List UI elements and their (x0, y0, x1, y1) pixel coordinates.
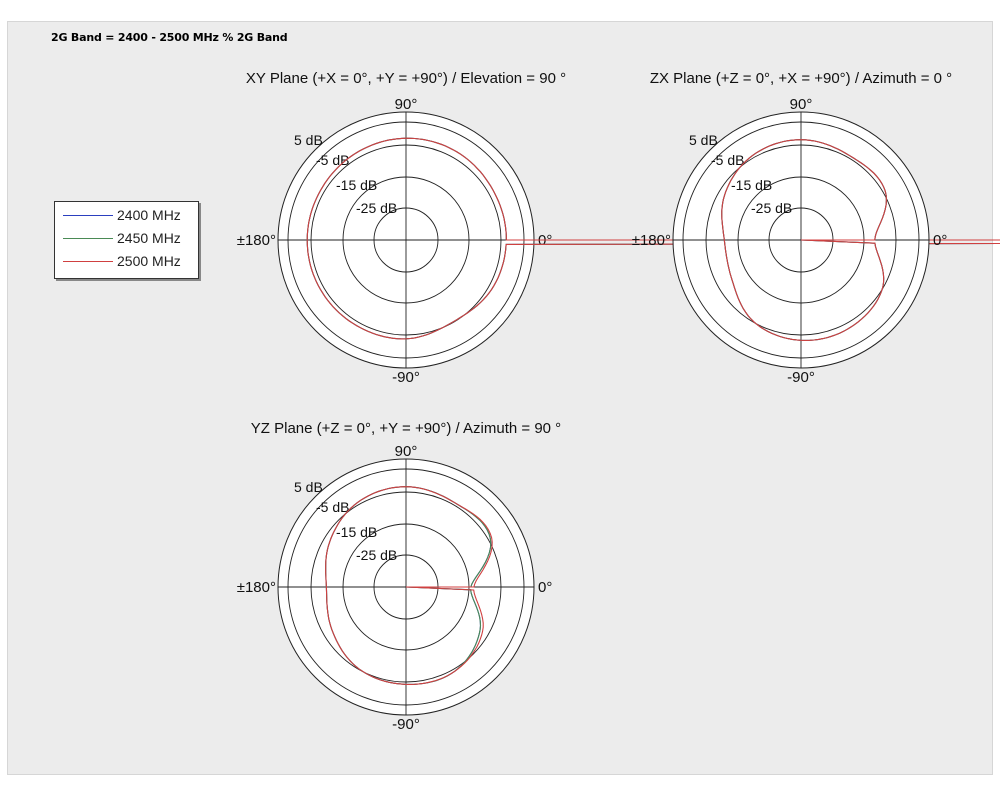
plot3-title: YZ Plane (+Z = 0°, +Y = +90°) / Azimuth = 90 ° (250, 420, 562, 437)
plot1-title: XY Plane (+X = 0°, +Y = +90°) / Elevation = 90 ° (245, 70, 567, 87)
plot1-angle-label-top: 90° (394, 96, 418, 113)
plot1-radial-label-1: 5 dB (294, 132, 323, 148)
plot3-radial-label-3: -15 dB (336, 524, 378, 540)
legend-label-2400: 2400 MHz (117, 207, 181, 223)
plot1-angle-label-bottom: -90° (392, 369, 420, 386)
plot3-radial-label-4: -25 dB (356, 547, 398, 563)
plot2-radial-label-1: 5 dB (689, 132, 718, 148)
figure-title: 2G Band = 2400 - 2500 MHz % 2G Band (51, 31, 288, 44)
plot2-angle-label-right: 0° (933, 232, 948, 249)
plot3-radial-label-1: 5 dB (294, 479, 323, 495)
legend-label-2500: 2500 MHz (117, 253, 181, 269)
plot1-radial-label-3: -15 dB (336, 177, 378, 193)
plot1-radial-label-2: -5 dB (316, 152, 350, 168)
plot3-angle-label-top: 90° (394, 443, 418, 460)
plot3-angle-label-bottom: -90° (392, 716, 420, 733)
plot2-angle-label-bottom: -90° (787, 369, 815, 386)
plot3-angle-label-left: ±180° (236, 579, 276, 596)
plot2-title: ZX Plane (+Z = 0°, +X = +90°) / Azimuth = 0 ° (649, 70, 953, 87)
plot2-radial-label-2: -5 dB (711, 152, 745, 168)
plot2-radial-label-3: -15 dB (731, 177, 773, 193)
plot1-angle-label-left: ±180° (236, 232, 276, 249)
plot2-radial-label-4: -25 dB (751, 200, 793, 216)
plot3-radial-label-2: -5 dB (316, 499, 350, 515)
plot1-angle-label-right: 0° (538, 232, 553, 249)
plot1-radial-label-4: -25 dB (356, 200, 398, 216)
plot2-angle-label-top: 90° (789, 96, 813, 113)
plot2-angle-label-left: ±180° (631, 232, 671, 249)
plot3-angle-label-right: 0° (538, 579, 553, 596)
legend-label-2450: 2450 MHz (117, 230, 181, 246)
